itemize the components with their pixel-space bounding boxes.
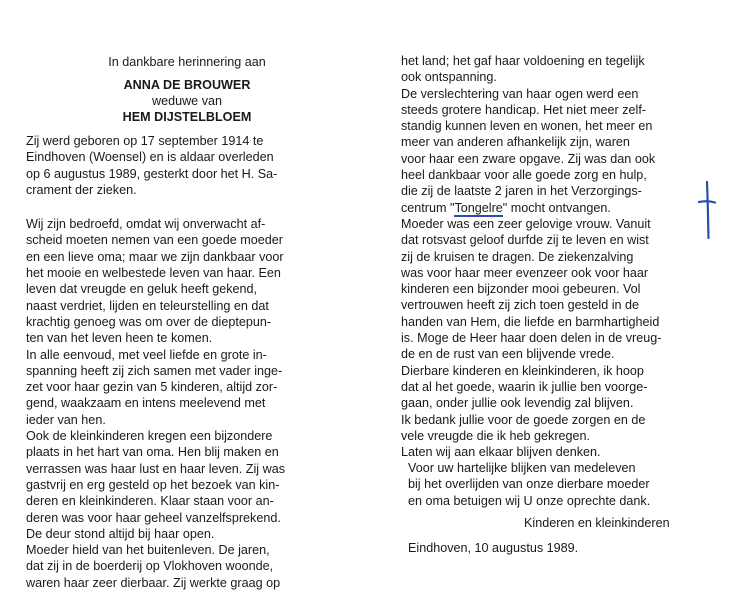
left-paragraph-line: scheid moeten nemen van een goede moeder — [26, 233, 283, 248]
thanks-line: Voor uw hartelijke blijken van medeleven — [408, 461, 636, 475]
left-paragraph-line: Wij zijn bedroefd, omdat wij onverwacht af- — [26, 217, 266, 232]
relation-label: weduwe van — [151, 94, 222, 108]
right-paragraph-line: vertrouwen heeft zij zich toen gesteld in de — [401, 298, 640, 313]
left-paragraph-line: krachtig genoeg was om over de dieptepun- — [26, 314, 272, 329]
left-paragraph-line: Zij werd geboren op 17 september 1914 te — [26, 134, 264, 148]
right-paragraph-line: de en de rust van een blijvende vrede. — [401, 347, 615, 362]
left-paragraph-line: leven dat vreugde en geluk heeft gekend, — [26, 282, 258, 297]
left-paragraph — [26, 542, 348, 591]
place-date: Eindhoven, 10 augustus 1989. — [408, 541, 579, 555]
left-paragraph-line: deren en kleinkinderen. Klaar staan voor an- — [26, 494, 274, 509]
left-paragraph-line: dat zij in de boerderij op Vlokhoven woonde, — [26, 559, 274, 574]
right-paragraph — [401, 86, 723, 200]
left-paragraph-line: Eindhoven (Woensel) en is aldaar overleden — [26, 150, 274, 165]
right-paragraph-line: Ik bedank jullie voor de goede zorgen en de — [401, 412, 646, 427]
left-paragraph-line: Moeder hield van het buitenleven. De jaren, — [26, 543, 270, 558]
handwritten-cross-icon — [697, 180, 717, 240]
right-paragraph — [401, 53, 723, 86]
left-paragraph — [26, 133, 348, 198]
right-paragraph-line: Moeder was een zeer gelovige vrouw. Vanuit — [401, 216, 651, 231]
right-paragraph-line: dat al het goede, waarin ik jullie ben voorge- — [401, 379, 648, 394]
right-paragraph-line: standig kunnen leven en wonen, het meer en — [401, 119, 653, 134]
right-paragraph-line: vele vreugde die ik heb gekregen. — [401, 428, 591, 443]
right-paragraph-line: die zij de laatste 2 jaren in het Verzorgings- — [401, 184, 642, 199]
right-paragraph — [401, 216, 723, 363]
left-paragraph-line: ten van het leven heen te komen. — [26, 331, 213, 346]
right-paragraph-line: voor haar een zware opgave. Zij was dan ook — [401, 151, 656, 166]
right-paragraph-line: gaan, onder jullie ook levendig zal blijven. — [401, 396, 634, 411]
left-paragraph-line: gend, waakzaam en intens meelevend met — [26, 396, 266, 411]
right-paragraph — [401, 363, 723, 412]
left-paragraph-line: op 6 augustus 1989, gesterkt door het H. Sa- — [26, 166, 278, 181]
left-column — [26, 133, 348, 591]
left-paragraph-line: plaats in het hart van oma. Hen blij maken en — [26, 445, 279, 460]
right-paragraph — [401, 444, 723, 460]
right-paragraph-line: is. Moge de Heer haar doen delen in de vreug- — [401, 331, 662, 346]
care-line-before: centrum " — [401, 200, 455, 215]
right-paragraph-line: Dierbare kinderen en kleinkinderen, ik hoop — [401, 363, 644, 378]
thanks-line: bij het overlijden van onze dierbare moeder — [408, 477, 650, 492]
header-intro: In dankbare herinnering aan — [108, 55, 266, 69]
thanks-block — [408, 460, 723, 509]
right-paragraph-line: was voor haar meer evenzeer ook voor haar — [401, 265, 649, 280]
left-paragraph-line: In alle eenvoud, met veel liefde en grote in- — [26, 347, 267, 362]
left-paragraph-line: gastvrij en erg gesteld op het bezoek van kin- — [26, 477, 280, 492]
left-paragraph — [26, 347, 348, 428]
right-paragraph-line: kinderen een bijzonder mooi gebeuren. Vol — [401, 282, 641, 297]
right-paragraph-line: ook ontspanning. — [401, 70, 497, 85]
care-line-after: " mocht ontvangen. — [502, 200, 611, 215]
right-paragraph-line: steeds grotere handicap. Het niet meer zelf- — [401, 102, 647, 117]
left-paragraph-line: het mooie en welbestede leven van haar. Een — [26, 266, 281, 281]
left-paragraph-line: naast verdriet, lijden en teleurstelling en dat — [26, 298, 269, 313]
signature: Kinderen en kleinkinderen — [524, 516, 670, 530]
left-paragraph-line: waren haar zeer dierbaar. Zij werkte graag op — [26, 575, 281, 590]
left-paragraph-line: spanning heeft zij zich samen met vader inge- — [26, 363, 283, 378]
left-paragraph-line: De deur stond altijd bij haar open. — [26, 526, 215, 541]
right-paragraph — [401, 412, 723, 445]
right-paragraph-line: De verslechtering van haar ogen werd een — [401, 86, 639, 101]
right-paragraph-line: Laten wij aan elkaar blijven denken. — [401, 445, 601, 460]
thanks-line: en oma betuigen wij U onze oprechte dank. — [408, 493, 651, 508]
right-paragraph-line: dat rotsvast geloof durfde zij te leven en wist — [401, 233, 649, 248]
care-place-underlined: Tongelre — [454, 200, 503, 215]
right-paragraph-line: het land; het gaf haar voldoening en tegelijk — [401, 54, 645, 68]
left-paragraph-line: deren was voor haar geheel vanzelfsprekend. — [26, 510, 281, 525]
left-paragraph-line: en een lieve oma; maar we zijn dankbaar voor — [26, 249, 284, 264]
left-paragraph — [26, 216, 348, 346]
left-paragraph-line: ieder van hen. — [26, 412, 106, 427]
right-paragraph-line: handen van Hem, die liefde en barmhartigheid — [401, 314, 660, 329]
left-paragraph-line: verrassen was haar lust en haar leven. Zij was — [26, 461, 285, 476]
right-paragraph-line: heel dankbaar voor alle goede zorg en hulp, — [401, 168, 647, 183]
spouse-name: HEM DIJSTELBLOEM — [122, 110, 252, 124]
right-column — [401, 53, 723, 460]
left-paragraph-line: Ook de kleinkinderen kregen een bijzondere — [26, 429, 273, 444]
deceased-name: ANNA DE BROUWER — [123, 78, 251, 92]
left-paragraph — [26, 428, 348, 542]
right-paragraph-line: zij de kruisen te dragen. De ziekenzalving — [401, 249, 634, 264]
right-paragraph-line: meer van anderen afhankelijk zijn, waren — [401, 135, 630, 150]
care-line — [401, 200, 723, 216]
left-paragraph-line: zet voor haar gezin van 5 kinderen, altijd zor- — [26, 380, 278, 395]
left-paragraph-line: crament der zieken. — [26, 182, 137, 197]
